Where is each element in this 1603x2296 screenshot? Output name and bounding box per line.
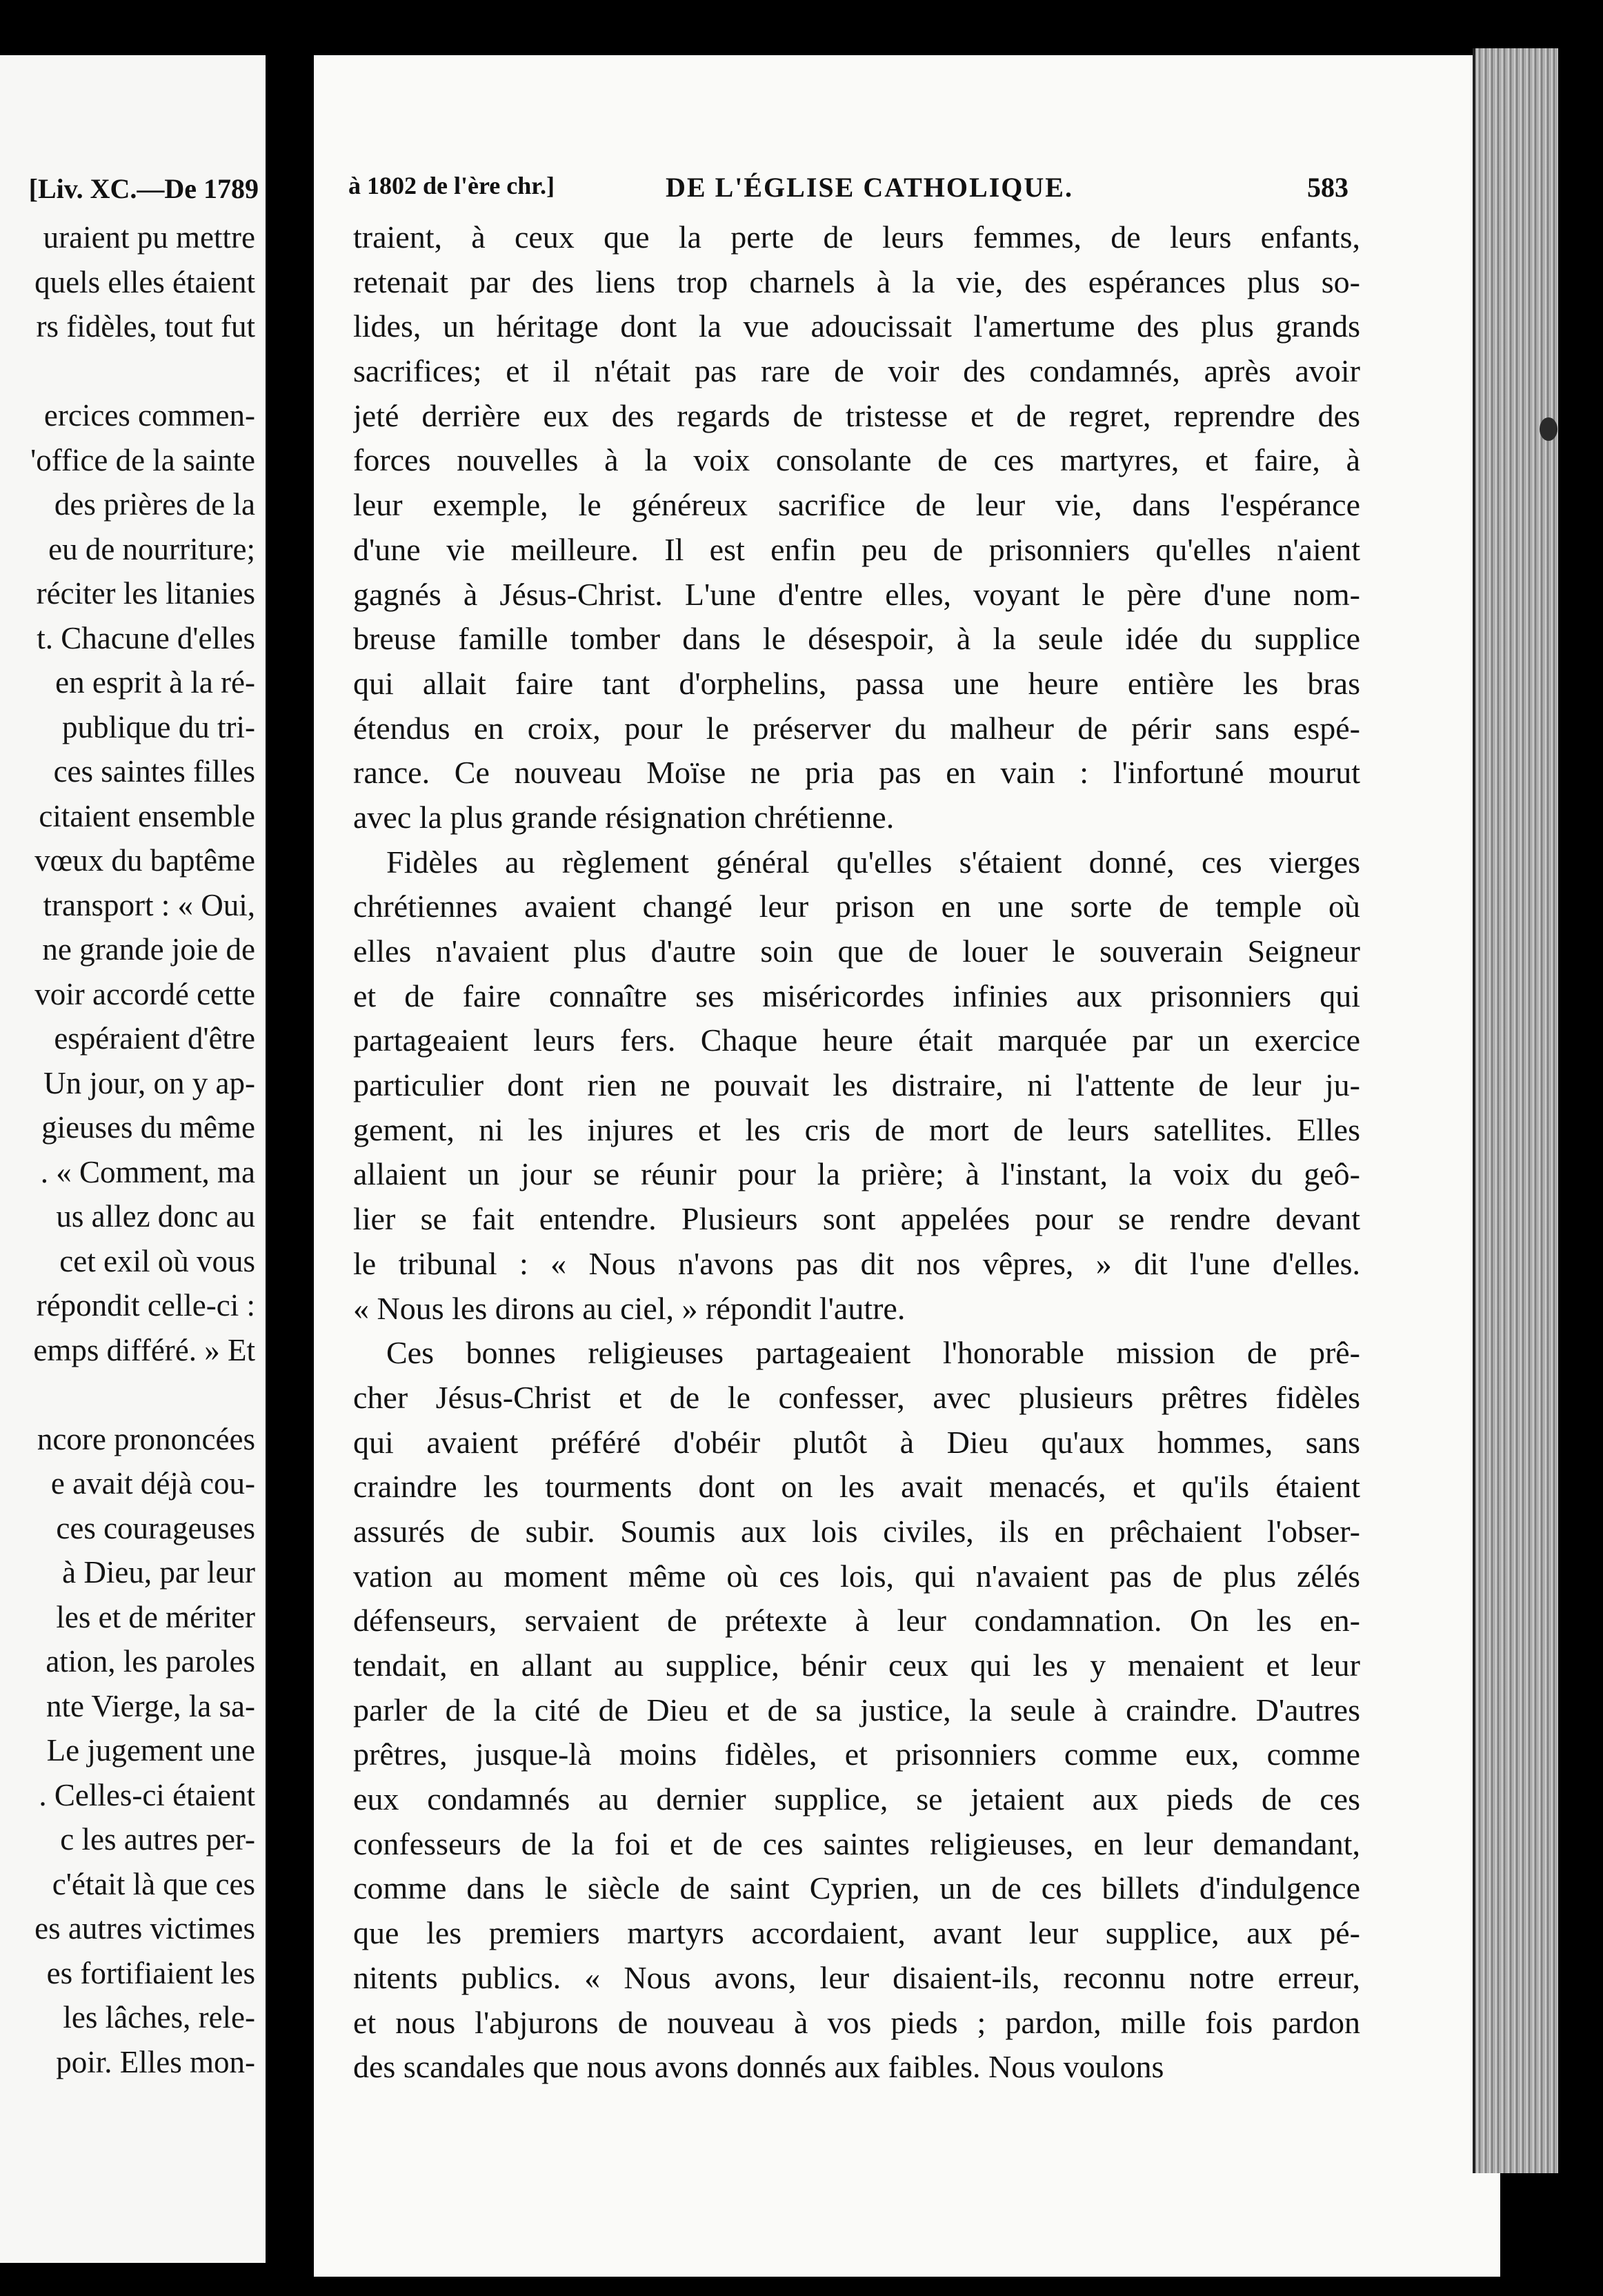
text-line: assurés de subir. Soumis aux lois civiles, ils en prêchaient l'obser- [353, 1513, 1360, 1549]
left-text-line [0, 1372, 255, 1417]
text-line: tendait, en allant au supplice, bénir ceux qui les y menaient et leur [353, 1647, 1360, 1683]
left-text-line: les et de mériter [56, 1599, 255, 1634]
left-text-line: Un jour, on y ap- [43, 1065, 255, 1100]
text-line: gement, ni les injures et les cris de mort de leurs satellites. Elles [353, 1111, 1360, 1147]
left-text-line: citaient ensemble [39, 798, 255, 833]
text-line: gagnés à Jésus-Christ. L'une d'entre elles, voyant le père d'une nom- [353, 576, 1360, 612]
text-line: breuse famille tomber dans le désespoir, à la seule idée du supplice [353, 621, 1360, 657]
text-line: qui allait faire tant d'orphelins, passa une heure entière les bras [353, 665, 1360, 701]
left-text-line: es autres victimes [34, 1911, 255, 1946]
left-text-line: es fortifiaient les [46, 1955, 255, 1990]
text-line: chrétiennes avaient changé leur prison en une sorte de temple où [353, 889, 1360, 924]
left-text-line: ncore prononcées [37, 1421, 255, 1456]
text-line: et nous l'abjurons de nouveau à vos pieds ; pardon, mille fois pardon [353, 2004, 1360, 2040]
left-text-line: eu de nourriture; [48, 531, 255, 566]
text-line: qui avaient préféré d'obéir plutôt à Dieu qu'aux hommes, sans [353, 1424, 1360, 1460]
page-edge-stack [1473, 48, 1558, 2173]
left-text-line: ercices commen- [43, 398, 255, 433]
main-text-block [353, 215, 1360, 2090]
text-line: allaient un jour se réunir pour la prière; à l'instant, la voix du geô- [353, 1156, 1360, 1192]
header-date-range: à 1802 de l'ère chr.] [348, 172, 555, 199]
text-line: que les premiers martyrs accordaient, avant leur supplice, aux pé- [353, 1915, 1360, 1951]
text-line: sacrifices; et il n'était pas rare de voir des condamnés, après avoir [353, 353, 1360, 389]
left-text-line: ation, les paroles [46, 1644, 255, 1679]
text-line: jeté derrière eux des regards de tristesse et de regret, reprendre des [353, 397, 1360, 433]
left-text-line: rs fidèles, tout fut [36, 309, 255, 344]
left-text-line: quels elles étaient [34, 264, 255, 299]
text-line: avec la plus grande résignation chrétienne. [353, 799, 895, 835]
left-text-line: ces saintes filles [53, 754, 255, 789]
paragraph [353, 840, 1360, 1332]
left-page-text [0, 215, 255, 2084]
text-line: comme dans le siècle de saint Cyprien, un de ces billets d'indulgence [353, 1870, 1360, 1906]
left-text-line: gieuses du même [41, 1110, 255, 1145]
left-text-line: vœux du baptême [34, 843, 255, 878]
left-text-line: publique du tri- [62, 709, 255, 744]
text-line: confesseurs de la foi et de ces saintes religieuses, en leur demandant, [353, 1825, 1360, 1861]
left-text-line: emps différé. » Et [33, 1332, 255, 1367]
left-text-line: t. Chacune d'elles [37, 620, 255, 655]
left-text-line: en esprit à la ré- [55, 665, 255, 700]
text-line: craindre les tourments dont on les avait menacés, et qu'ils étaient [353, 1469, 1360, 1505]
left-text-line: 'office de la sainte [30, 442, 255, 477]
left-text-line: des prières de la [54, 487, 255, 522]
left-text-line: . Celles-ci étaient [39, 1777, 255, 1812]
text-line: elles n'avaient plus d'autre soin que de louer le souverain Seigneur [353, 933, 1360, 969]
book-gutter [266, 0, 314, 2296]
text-line: partageaient leurs fers. Chaque heure était marquée par un exercice [353, 1022, 1360, 1058]
text-line: Fidèles au règlement général qu'elles s'étaient donné, ces vierges [386, 844, 1360, 880]
page-edge-mark [1540, 417, 1557, 441]
left-text-line: cet exil où vous [59, 1243, 255, 1278]
left-text-line: c les autres per- [60, 1822, 255, 1857]
left-text-line: uraient pu mettre [43, 220, 255, 255]
left-text-line: espéraient d'être [54, 1021, 255, 1056]
page-number: 583 [1307, 172, 1348, 203]
left-text-line: ces courageuses [56, 1510, 255, 1545]
left-text-line: . « Comment, ma [40, 1154, 255, 1189]
text-line: prêtres, jusque-là moins fidèles, et prisonniers comme eux, comme [353, 1736, 1360, 1772]
left-text-line: ne grande joie de [42, 932, 255, 967]
left-text-line [0, 349, 255, 394]
text-line: retenait par des liens trop charnels à la vie, des espérances plus so- [353, 264, 1360, 299]
left-text-line: à Dieu, par leur [62, 1555, 255, 1590]
text-line: défenseurs, servaient de prétexte à leur condamnation. On les en- [353, 1603, 1360, 1639]
text-line: vation au moment même où ces lois, qui n'avaient pas de plus zélés [353, 1558, 1360, 1594]
left-text-line: voir accordé cette [34, 976, 255, 1011]
paragraph [353, 215, 1360, 840]
text-line: lides, un héritage dont la vue adoucissait l'amertume des plus grands [353, 308, 1360, 344]
left-text-line: nte Vierge, la sa- [46, 1688, 255, 1723]
text-line: traient, à ceux que la perte de leurs femmes, de leurs enfants, [353, 219, 1360, 255]
paragraph [353, 1331, 1360, 2090]
text-line: eux condamnés au dernier supplice, se jetaient aux pieds de ces [353, 1781, 1360, 1817]
text-line: et de faire connaître ses miséricordes infinies aux prisonniers qui [353, 978, 1360, 1013]
text-line: particulier dont rien ne pouvait les distraire, ni l'attente de leur ju- [353, 1067, 1360, 1103]
running-header [348, 171, 1348, 212]
left-text-line: les lâches, rele- [63, 2000, 255, 2035]
left-text-line: Le jugement une [46, 1733, 255, 1768]
text-line: des scandales que nous avons donnés aux faibles. Nous voulons [353, 2049, 1164, 2085]
left-text-line: c'était là que ces [52, 1866, 255, 1901]
left-text-line: e avait déjà cou- [50, 1466, 255, 1501]
left-text-line: us allez donc au [56, 1199, 255, 1234]
text-line: Ces bonnes religieuses partageaient l'honorable mission de prê- [386, 1335, 1360, 1371]
left-page-header: [Liv. XC.—De 1789 [28, 173, 259, 204]
text-line: lier se fait entendre. Plusieurs sont appelées pour se rendre devant [353, 1201, 1360, 1237]
text-line: étendus en croix, pour le préserver du malheur de périr sans espé- [353, 710, 1360, 746]
text-line: le tribunal : « Nous n'avons pas dit nos vêpres, » dit l'une d'elles. [353, 1245, 1360, 1281]
text-line: forces nouvelles à la voix consolante de ces martyres, et faire, à [353, 442, 1360, 478]
text-line: parler de la cité de Dieu et de sa justice, la seule à craindre. D'autres [353, 1692, 1360, 1728]
left-text-line: répondit celle-ci : [36, 1288, 255, 1323]
text-line: « Nous les dirons au ciel, » répondit l'autre. [353, 1290, 906, 1326]
left-text-line: transport : « Oui, [43, 887, 255, 922]
text-line: rance. Ce nouveau Moïse ne pria pas en vain : l'infortuné mourut [353, 755, 1360, 791]
left-page [0, 55, 266, 2263]
left-text-line: réciter les litanies [36, 576, 255, 611]
left-text-line: poir. Elles mon- [56, 2044, 255, 2079]
text-line: cher Jésus-Christ et de le confesser, avec plusieurs prêtres fidèles [353, 1379, 1360, 1415]
header-title: DE L'ÉGLISE CATHOLIQUE. [666, 172, 1073, 203]
text-line: d'une vie meilleure. Il est enfin peu de prisonniers qu'elles n'aient [353, 531, 1360, 567]
text-line: nitents publics. « Nous avons, leur disaient-ils, reconnu notre erreur, [353, 1959, 1360, 1995]
text-line: leur exemple, le généreux sacrifice de leur vie, dans l'espérance [353, 487, 1360, 523]
